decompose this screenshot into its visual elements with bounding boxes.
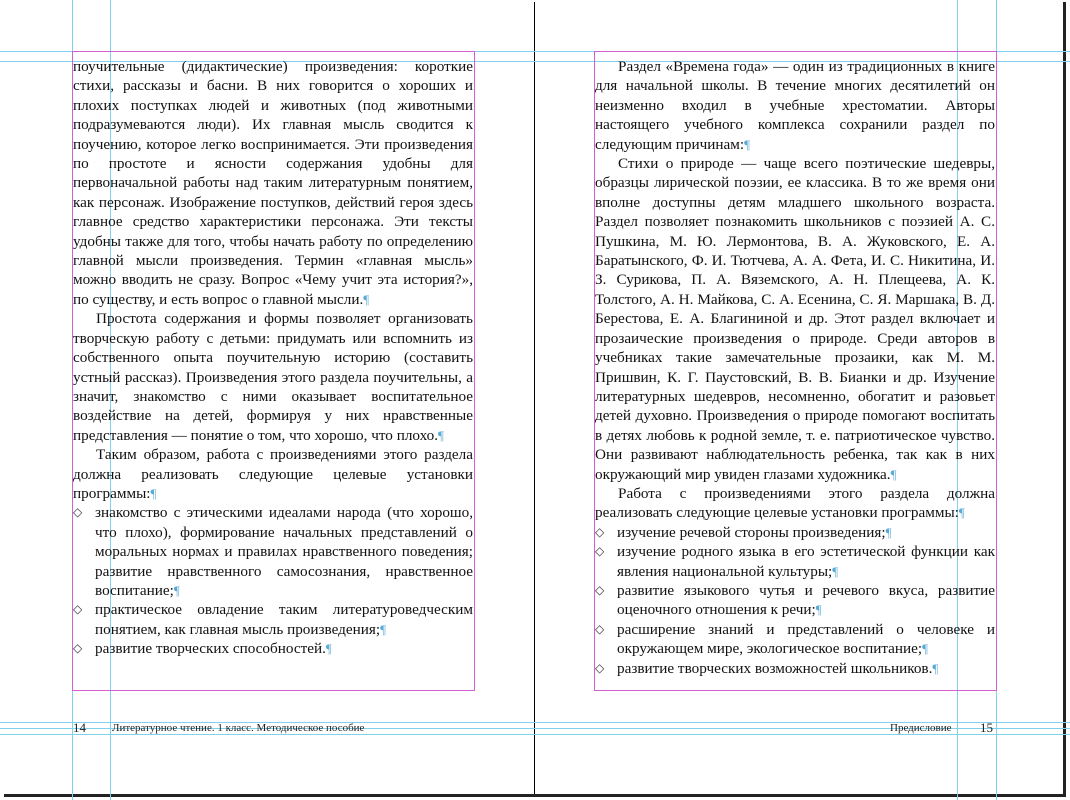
page-shadow-right	[1063, 2, 1066, 796]
pilcrow-icon: ¶	[815, 602, 822, 618]
page-number-right: 15	[980, 720, 993, 735]
bullet-icon: ◇	[73, 602, 83, 617]
pilcrow-icon: ¶	[380, 621, 386, 637]
pilcrow-icon: ¶	[438, 427, 444, 443]
paragraph: Простота содержания и формы позволяет организовать творческую работу с детьми: придумать или вспомнить из собственного опыта поучительную историю (составить устный рассказ). Произведения этого раздела поучительны, а значит, знакомство с ними оказывает воспитательное воздействие на детей, формируя у них нравственные представления — понятие о том, что хорошо, что плохо.¶	[73, 310, 473, 444]
list-item: ◇ знакомство с этическими идеалами народа (что хорошо, что плохо), формирование начальных представлений о моральных нормах и правилах нравственного поведения; развитие нравственного самосознания, нравственное воспитание;¶	[73, 504, 473, 599]
left-text-frame[interactable]	[73, 57, 473, 659]
bullet-icon: ◇	[595, 524, 605, 539]
list-item: ◇ изучение родного языка в его эстетической функции как явления национальной культуры;¶	[595, 543, 995, 580]
list-item: ◇ развитие творческих способностей.¶	[73, 640, 332, 658]
right-text-frame[interactable]	[595, 57, 995, 678]
paragraph: Таким образом, работа с произведениями этого раздела должна реализовать следующие целевые установки программы:¶	[73, 446, 473, 502]
pilcrow-icon: ¶	[932, 660, 939, 676]
list-item: ◇ расширение знаний и представлений о человеке и окружающем мире, экологическое воспитание;¶	[595, 620, 995, 658]
pilcrow-icon: ¶	[325, 641, 332, 657]
pilcrow-icon: ¶	[958, 505, 965, 521]
pilcrow-icon: ¶	[363, 291, 370, 307]
paragraph: Стихи о природе — чаще всего поэтические шедевры, образцы лирической поэзии, ее классика. В то же время они вполне доступны детям младшего школьного возраста. Раздел позволяет познакомить школьников с поэзией А. С. Пушкина, М. Ю. Лермонтова, В. А. Жуковского, Е. А. Баратынского, Ф. И. Тютчева, А. А. Фета, И. С. Никитина, И. З. Сурикова, П. А. Вяземского, А. Н. Плещеева, А. К. Толстого, А. Н. Майкова, С. А. Есенина, С. Я. Маршака, В. Д. Берестова, Е. А. Благининой и др. Этот раздел включает и прозаические произведения о природе. Среди авторов в учебниках такие замечательные прозаики, как М. М. Пришвин, К. Г. Паустовский, В. В. Бианки и др. Изучение литературных шедевров, несомненно, обогатит и разовьет детей духовно. Произведения о природе помогают воспитать в детях любовь к родной земле, т. е. патриотическое чувство. Они развивают наблюдательность ребенка, так как в них окружающий мир увиден глазами художника.¶	[595, 155, 995, 483]
paragraph: поучительные (дидактические) произведения: короткие стихи, рассказы и басни. В них говорится о хороших и плохих поступках людей и животных (под животными подразумеваются люди). Их главная мысль сводится к поучению, которое легко воспринимается. Эти произведения по простоте и ясности содержания удобны для первоначальной работы над таким литературным понятием, как персонаж. Изображение поступков, действий героя здесь главное средство характеристики персонажа. Эти тексты удобны также для того, чтобы начать работу по определению главной мысли произведения. Термин «главная мысль» можно вводить не сразу. Вопрос «Чему учит эта история?», по существу, и есть вопрос о главной мысли.¶	[73, 58, 473, 308]
page-shadow-bottom	[4, 794, 1066, 797]
list-item: ◇ развитие языкового чутья и речевого вкуса, развитие оценочного отношения к речи;¶	[595, 581, 995, 619]
pilcrow-icon: ¶	[922, 641, 929, 657]
bullet-icon: ◇	[595, 660, 605, 675]
bullet-list	[73, 503, 473, 658]
running-footer-right: Предисловие	[890, 722, 952, 734]
pilcrow-icon: ¶	[173, 582, 180, 598]
pilcrow-icon: ¶	[744, 136, 750, 152]
page-number-left: 14	[73, 720, 86, 735]
pilcrow-icon: ¶	[890, 466, 897, 482]
list-item: ◇ изучение речевой стороны произведения;¶	[595, 523, 892, 541]
list-item: ◇ практическое овладение таким литературоведческим понятием, как главная мысль произведения;¶	[73, 601, 473, 638]
list-item: ◇ развитие творческих возможностей школьников.¶	[595, 659, 939, 677]
paragraph: Раздел «Времена года» — один из традиционных в книге для начальной школы. В течение многих десятилетий он неизменно входил в учебные хрестоматии. Авторы настоящего учебного комплекса сохранили раздел по следующим причинам:¶	[595, 58, 995, 153]
bullet-icon: ◇	[73, 505, 83, 520]
bullet-icon: ◇	[595, 582, 605, 597]
bullet-icon: ◇	[595, 621, 605, 636]
bullet-icon: ◇	[595, 544, 605, 559]
bullet-icon: ◇	[73, 641, 83, 656]
pilcrow-icon: ¶	[885, 524, 892, 540]
running-footer-left: Литературное чтение. 1 класс. Методическое пособие	[112, 722, 365, 734]
bullet-list	[595, 523, 995, 678]
pilcrow-icon: ¶	[150, 485, 157, 501]
pilcrow-icon: ¶	[832, 563, 839, 579]
paragraph: Работа с произведениями этого раздела должна реализовать следующие целевые установки программы:¶	[595, 484, 995, 522]
